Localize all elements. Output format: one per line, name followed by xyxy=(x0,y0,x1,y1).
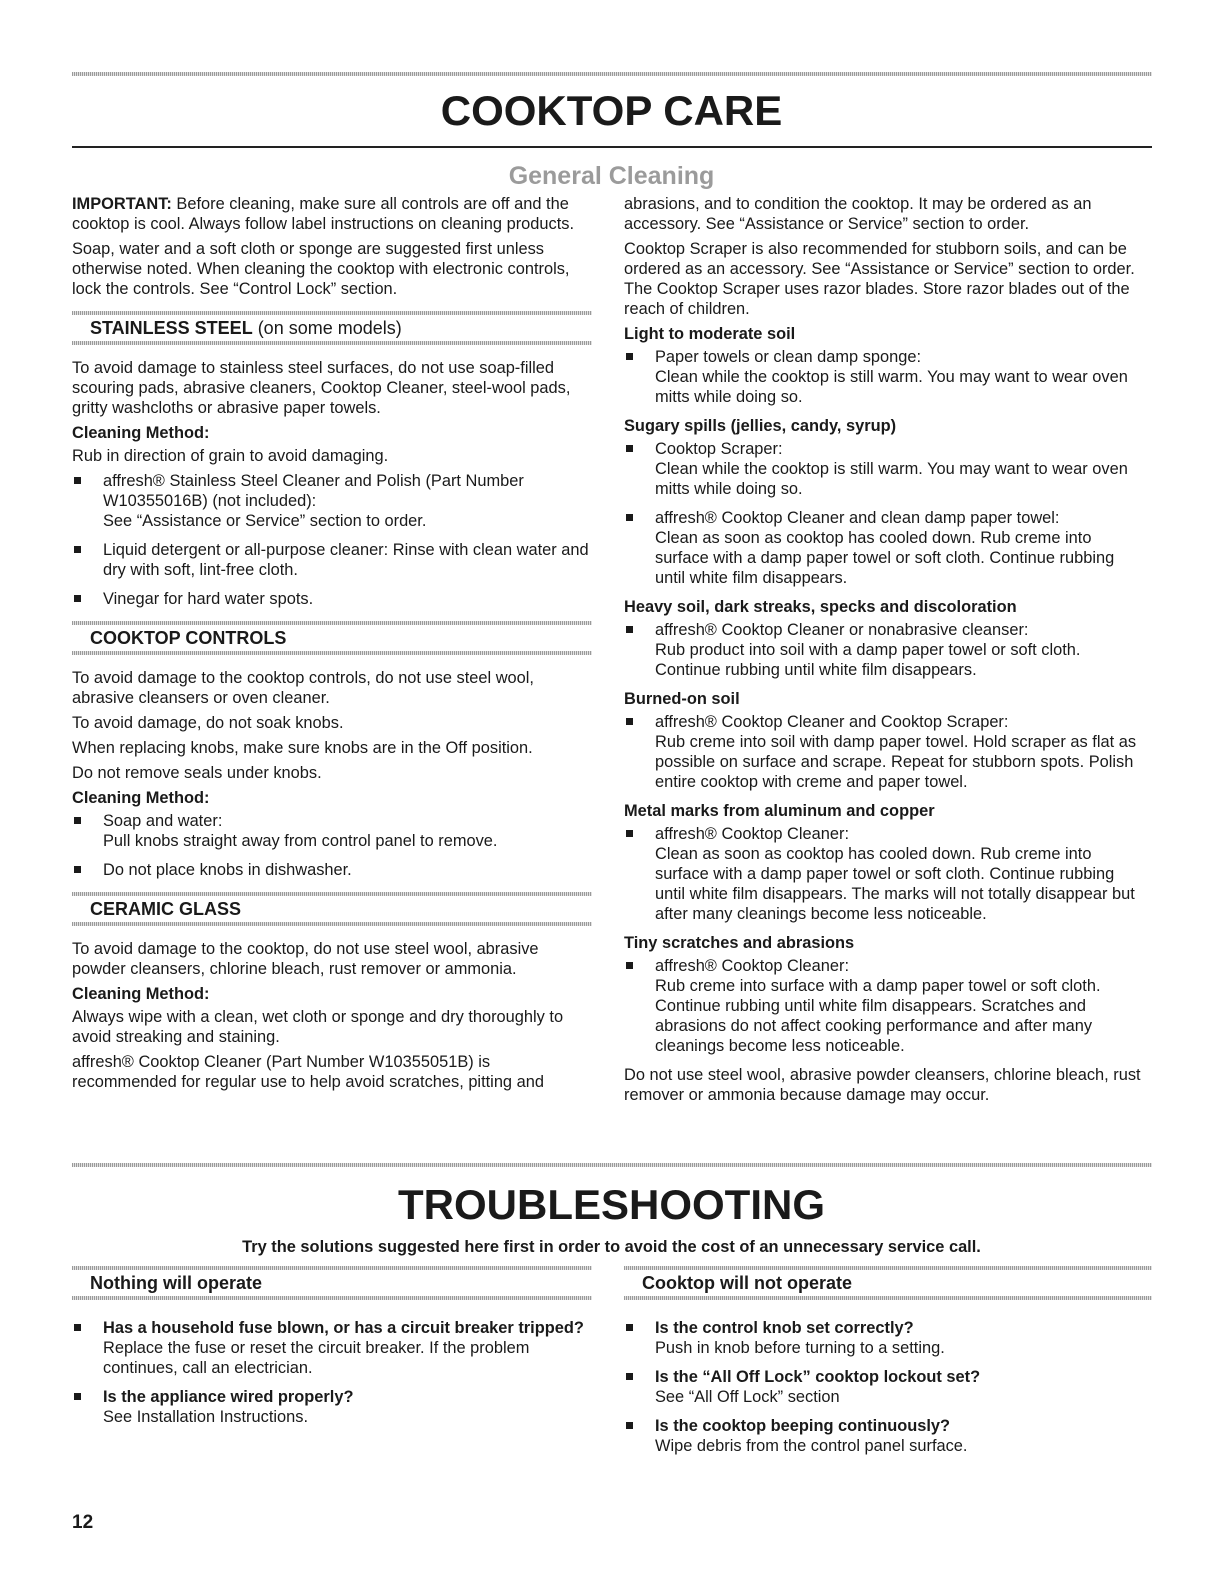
important-text: Before cleaning, make sure all controls are off and the cooktop is cool. Always follow label instructions on cleaning products. xyxy=(72,195,575,233)
answer: Replace the fuse or reset the circuit breaker. If the problem continues, call an electrician. xyxy=(103,1339,530,1377)
answer: Wipe debris from the control panel surface. xyxy=(655,1437,968,1455)
soil-group-list xyxy=(624,620,1146,680)
list-item xyxy=(72,540,592,580)
list-item xyxy=(72,860,592,880)
item-line1: Liquid detergent or all-purpose cleaner: Rinse with clean water and dry with soft, lint-free cloth. xyxy=(103,541,589,579)
list-item xyxy=(624,1318,1152,1358)
important-paragraph xyxy=(72,194,592,234)
item-line1: affresh® Cooktop Cleaner: xyxy=(655,825,849,843)
item-line2: Clean while the cooktop is still warm. You may want to wear oven mitts while doing so. xyxy=(655,460,1128,498)
stainless-heading-suffix: (on some models) xyxy=(252,318,402,338)
cooktop-care-title: COOKTOP CARE xyxy=(440,87,783,134)
list-item xyxy=(624,956,1146,1056)
bullet-icon xyxy=(626,626,633,633)
bullet-icon xyxy=(74,477,81,484)
soil-group-heading: Tiny scratches and abrasions xyxy=(624,934,855,952)
title-underline xyxy=(72,146,1152,148)
bullet-icon xyxy=(626,514,633,521)
ceramic-p3: affresh® Cooktop Cleaner (Part Number W10355051B) is recommended for regular use to help avoid scratches, pitting and xyxy=(72,1053,544,1091)
bullet-icon xyxy=(74,817,81,824)
controls-method-label: Cleaning Method: xyxy=(72,789,210,807)
item-line1: Do not place knobs in dishwasher. xyxy=(103,861,352,879)
question: Is the control knob set correctly? xyxy=(655,1319,914,1337)
soil-group-heading: Sugary spills (jellies, candy, syrup) xyxy=(624,417,897,435)
list-item xyxy=(624,620,1146,680)
stainless-list xyxy=(72,471,592,609)
item-line1: Vinegar for hard water spots. xyxy=(103,590,314,608)
question: Has a household fuse blown, or has a circuit breaker tripped? xyxy=(103,1319,584,1337)
ceramic-heading-text: CERAMIC GLASS xyxy=(90,899,242,919)
question: Is the “All Off Lock” cooktop lockout set? xyxy=(655,1368,981,1386)
list-item xyxy=(72,811,592,851)
controls-p2: To avoid damage, do not soak knobs. xyxy=(72,714,344,732)
list-item xyxy=(72,471,592,531)
answer: See Installation Instructions. xyxy=(103,1408,308,1426)
stainless-method-label: Cleaning Method: xyxy=(72,424,210,442)
item-line2: Clean as soon as cooktop has cooled down. Rub creme into surface with a damp paper towel or soft cloth. Continue rubbing until white film disappears. The marks will not totally disappear but after many cleanings become less noticeable. xyxy=(655,845,1135,923)
nothing-will-operate-heading xyxy=(72,1266,592,1300)
bullet-icon xyxy=(626,1373,633,1380)
item-line1: affresh® Cooktop Cleaner: xyxy=(655,957,849,975)
stainless-method-text: Rub in direction of grain to avoid damaging. xyxy=(72,447,389,465)
right-closing: Do not use steel wool, abrasive powder cleansers, chlorine bleach, rust remover or ammonia because damage may occur. xyxy=(624,1066,1141,1104)
list-item xyxy=(624,1367,1152,1407)
general-cleaning-subtitle: General Cleaning xyxy=(508,162,715,190)
list-item xyxy=(624,347,1146,407)
bullet-icon xyxy=(626,718,633,725)
troubleshooting-right-column xyxy=(624,1254,1152,1465)
item-line2: See “Assistance or Service” section to order. xyxy=(103,512,427,530)
controls-p3: When replacing knobs, make sure knobs are in the Off position. xyxy=(72,739,533,757)
top-rule xyxy=(72,72,1152,76)
bullet-icon xyxy=(74,866,81,873)
right-p2: Cooktop Scraper is also recommended for stubborn soils, and can be ordered as an accessory. See “Assistance or Service” section to order. The Cooktop Scraper uses razor blades. Store razor blades out of the reach of children. xyxy=(624,240,1135,318)
cooktop-controls-heading xyxy=(72,621,592,655)
list-item xyxy=(72,589,592,609)
soil-group-list xyxy=(624,347,1146,407)
intro-paragraph: Soap, water and a soft cloth or sponge are suggested first unless otherwise noted. When cleaning the cooktop with electronic controls, lock the controls. See “Control Lock” section. xyxy=(72,240,570,298)
item-line2: Clean as soon as cooktop has cooled down. Rub creme into surface with a damp paper towel or soft cloth. Continue rubbing until white film disappears. xyxy=(655,529,1115,587)
right-p1: abrasions, and to condition the cooktop. It may be ordered as an accessory. See “Assistance or Service” section to order. xyxy=(624,195,1092,233)
item-line1: affresh® Cooktop Cleaner or nonabrasive cleanser: xyxy=(655,621,1029,639)
heading-text: Cooktop will not operate xyxy=(642,1273,852,1293)
soil-group-list xyxy=(624,824,1146,924)
page-number: 12 xyxy=(72,1512,94,1533)
controls-heading-text: COOKTOP CONTROLS xyxy=(90,628,287,648)
bullet-icon xyxy=(74,546,81,553)
list-item xyxy=(624,439,1146,499)
item-line1: Cooktop Scraper: xyxy=(655,440,783,458)
troubleshooting-title: TROUBLESHOOTING xyxy=(398,1181,825,1228)
item-line1: affresh® Cooktop Cleaner and clean damp paper towel: xyxy=(655,509,1060,527)
soil-group-list xyxy=(624,712,1146,792)
item-line2: Rub creme into soil with damp paper towel. Hold scraper as flat as possible on surface and scrape. Repeat for stubborn spots. Polish entire cooktop with creme and paper towel. xyxy=(655,733,1137,791)
stainless-heading-text: STAINLESS STEEL xyxy=(90,318,253,338)
item-line1: Paper towels or clean damp sponge: xyxy=(655,348,922,366)
important-label: IMPORTANT: xyxy=(72,195,172,213)
heading-text: Nothing will operate xyxy=(90,1273,263,1293)
soil-group-list xyxy=(624,439,1146,588)
question: Is the appliance wired properly? xyxy=(103,1388,354,1406)
item-line1: affresh® Cooktop Cleaner and Cooktop Scraper: xyxy=(655,713,1009,731)
stainless-warning: To avoid damage to stainless steel surfaces, do not use soap-filled scouring pads, abrasive cleaners, Cooktop Cleaner, steel-wool pads, gritty washcloths or abrasive paper towels. xyxy=(72,359,571,417)
soil-group-heading: Metal marks from aluminum and copper xyxy=(624,802,935,820)
question: Is the cooktop beeping continuously? xyxy=(655,1417,951,1435)
troubleshooting-intro: Try the solutions suggested here first in order to avoid the cost of an unnecessary service call. xyxy=(242,1238,981,1256)
ceramic-glass-heading xyxy=(72,892,592,926)
item-line1: Soap and water: xyxy=(103,812,223,830)
list-item xyxy=(72,1318,592,1378)
cooktop-will-not-operate-heading xyxy=(624,1266,1152,1300)
troubleshooting-list xyxy=(624,1318,1152,1456)
troubleshooting-list xyxy=(72,1318,592,1427)
list-item xyxy=(624,508,1146,588)
list-item xyxy=(624,824,1146,924)
bullet-icon xyxy=(626,962,633,969)
item-line2: Pull knobs straight away from control panel to remove. xyxy=(103,832,498,850)
item-line2: Rub product into soil with a damp paper towel or soft cloth. Continue rubbing until white film disappears. xyxy=(655,641,1081,679)
bullet-icon xyxy=(74,1393,81,1400)
bullet-icon xyxy=(74,1324,81,1331)
item-line2: Clean while the cooktop is still warm. You may want to wear oven mitts while doing so. xyxy=(655,368,1128,406)
bullet-icon xyxy=(626,353,633,360)
cooktop-care-left-column xyxy=(72,194,592,1097)
bullet-icon xyxy=(626,830,633,837)
troubleshooting-left-column xyxy=(72,1254,592,1436)
soil-group-heading: Burned-on soil xyxy=(624,690,740,708)
controls-list xyxy=(72,811,592,880)
stainless-steel-heading xyxy=(72,311,592,345)
bullet-icon xyxy=(626,445,633,452)
soil-group-list xyxy=(624,956,1146,1056)
ceramic-p2: Always wipe with a clean, wet cloth or sponge and dry thoroughly to avoid streaking and staining. xyxy=(72,1008,564,1046)
bullet-icon xyxy=(626,1324,633,1331)
answer: See “All Off Lock” section xyxy=(655,1388,840,1406)
item-line1: affresh® Stainless Steel Cleaner and Polish (Part Number W10355016B) (not included): xyxy=(103,472,524,510)
list-item xyxy=(72,1387,592,1427)
answer: Push in knob before turning to a setting. xyxy=(655,1339,945,1357)
item-line2: Rub creme into surface with a damp paper towel or soft cloth. Continue rubbing until white film disappears. Scratches and abrasions do not affect cooking performance and after many cleanings become less noticeable. xyxy=(655,977,1101,1055)
ceramic-method-label: Cleaning Method: xyxy=(72,985,210,1003)
list-item xyxy=(624,712,1146,792)
list-item xyxy=(624,1416,1152,1456)
soil-group-heading: Heavy soil, dark streaks, specks and discoloration xyxy=(624,598,1017,616)
bullet-icon xyxy=(626,1422,633,1429)
controls-p1: To avoid damage to the cooktop controls, do not use steel wool, abrasive cleansers or oven cleaner. xyxy=(72,669,534,707)
bullet-icon xyxy=(74,595,81,602)
controls-p4: Do not remove seals under knobs. xyxy=(72,764,322,782)
ceramic-p1: To avoid damage to the cooktop, do not use steel wool, abrasive powder cleansers, chlorine bleach, rust remover or ammonia. xyxy=(72,940,539,978)
section-divider xyxy=(72,1163,1152,1167)
cooktop-care-right-column xyxy=(624,194,1146,1110)
soil-group-heading: Light to moderate soil xyxy=(624,325,796,343)
